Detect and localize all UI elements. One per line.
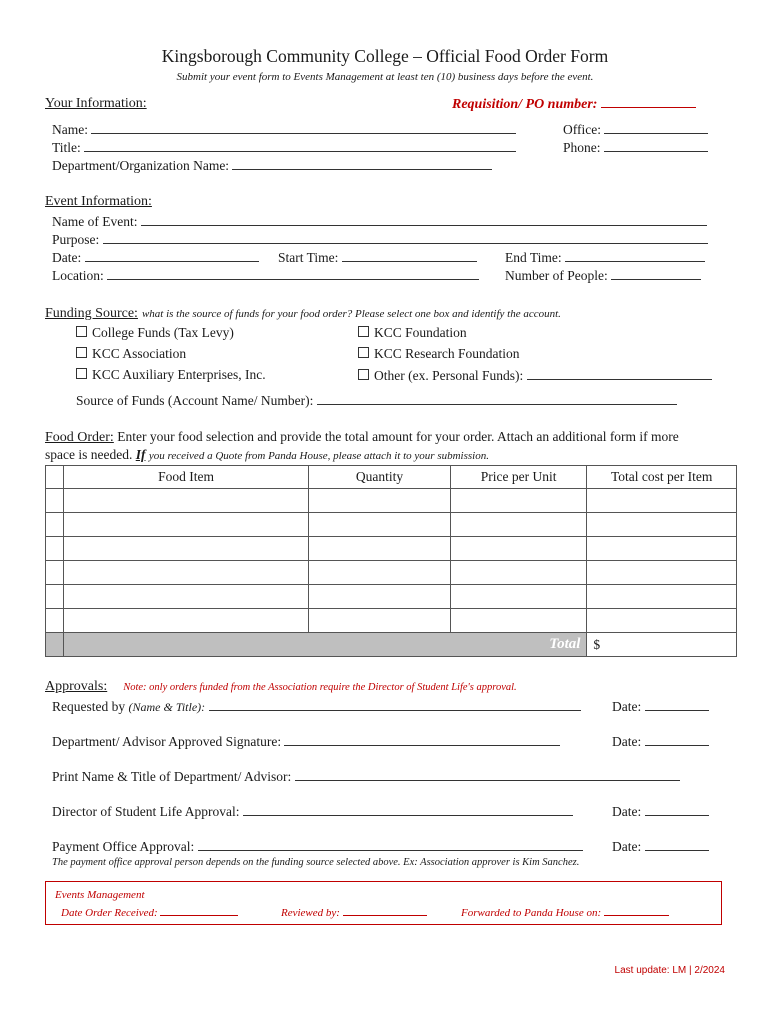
total-row-spacer: [46, 633, 64, 657]
reviewed-by-field[interactable]: [281, 905, 427, 919]
event-name-label: Name of Event:: [52, 214, 138, 229]
date-received-field[interactable]: [61, 905, 238, 919]
food-item-cell[interactable]: [63, 561, 308, 585]
price-cell[interactable]: [450, 489, 587, 513]
option-label: KCC Auxiliary Enterprises, Inc.: [92, 367, 266, 382]
purpose-line[interactable]: [103, 231, 708, 244]
page-title: Kingsborough Community College – Official Food Order Form: [161, 46, 609, 66]
director-label: Director of Student Life Approval:: [52, 804, 240, 819]
option-label: Other (ex. Personal Funds):: [374, 368, 524, 383]
quantity-cell[interactable]: [309, 489, 451, 513]
account-field[interactable]: [76, 392, 677, 409]
table-row[interactable]: [46, 609, 737, 633]
office-label: Office:: [563, 122, 601, 137]
price-cell[interactable]: [450, 561, 587, 585]
payment-approval-field[interactable]: [52, 838, 583, 855]
food-item-cell[interactable]: [63, 489, 308, 513]
requisition-label: Requisition/ PO number:: [452, 97, 598, 112]
people-line[interactable]: [611, 267, 701, 280]
price-cell[interactable]: [450, 513, 587, 537]
dept-signature-label: Department/ Advisor Approved Signature:: [52, 734, 282, 749]
quantity-cell[interactable]: [309, 609, 451, 633]
total-amount-cell[interactable]: [587, 633, 737, 657]
title-field[interactable]: [52, 139, 516, 156]
column-header: Price per Unit: [450, 466, 587, 489]
event-name-line[interactable]: [141, 213, 707, 226]
table-row[interactable]: [46, 561, 737, 585]
forwarded-label: Forwarded to Panda House on:: [461, 907, 602, 919]
date-received-label: Date Order Received:: [61, 907, 158, 919]
phone-label: Phone:: [563, 140, 601, 155]
option-label: KCC Research Foundation: [374, 346, 520, 361]
column-header: Quantity: [309, 466, 451, 489]
office-field[interactable]: [563, 121, 708, 138]
date-label: Date:: [612, 804, 642, 819]
panda-note: you received a Quote from Panda House, please attach it to your submission.: [148, 450, 489, 462]
date-line[interactable]: [645, 838, 709, 851]
date-line[interactable]: [85, 249, 259, 262]
funding-note: what is the source of funds for your food order? Please select one box and identify the account.: [141, 308, 561, 320]
print-name-field[interactable]: [52, 768, 680, 785]
food-order-heading: Food Order:: [45, 430, 114, 445]
food-item-cell[interactable]: [63, 609, 308, 633]
currency-symbol: $: [593, 636, 601, 652]
option-label: College Funds (Tax Levy): [92, 325, 234, 340]
print-name-line[interactable]: [295, 768, 680, 781]
payment-line[interactable]: [198, 838, 583, 851]
column-header: Food Item: [63, 466, 308, 489]
checkbox[interactable]: [358, 347, 369, 358]
checkbox[interactable]: [76, 347, 87, 358]
instruction-line-2: space is needed.: [45, 447, 133, 462]
food-order-instruction: Enter your food selection and provide the total amount for your order. Attach an additional form if more: [117, 429, 679, 444]
food-item-cell[interactable]: [63, 537, 308, 561]
name-line[interactable]: [91, 121, 516, 134]
phone-field[interactable]: [563, 139, 708, 156]
row-number-cell: [46, 513, 64, 537]
funding-option-research[interactable]: [358, 346, 519, 362]
funding-option-association[interactable]: [76, 346, 186, 362]
dept-label: Department/Organization Name:: [52, 158, 230, 173]
price-cell[interactable]: [450, 537, 587, 561]
table-row[interactable]: [46, 489, 737, 513]
event-info-heading: Event Information:: [45, 194, 152, 209]
funding-header: [45, 304, 561, 322]
location-field[interactable]: [52, 267, 479, 284]
date-field[interactable]: [52, 249, 259, 266]
end-time-line[interactable]: [565, 249, 705, 262]
food-item-cell[interactable]: [63, 585, 308, 609]
payment-note: The payment office approval person depends on the funding source selected above. Ex: Association approver is Kim Sanchez.: [52, 857, 580, 868]
funding-option-auxiliary[interactable]: [76, 367, 266, 383]
name-field[interactable]: [52, 121, 516, 138]
food-item-cell[interactable]: [63, 513, 308, 537]
events-management-heading: Events Management: [55, 889, 145, 901]
event-name-field[interactable]: [52, 213, 707, 230]
forwarded-line[interactable]: [604, 905, 669, 916]
purpose-field[interactable]: [52, 231, 708, 248]
approvals-heading: Approvals:: [45, 679, 108, 694]
people-label: Number of People:: [505, 268, 608, 283]
row-number-cell: [46, 537, 64, 561]
date-label: Date:: [612, 734, 642, 749]
row-number-cell: [46, 585, 64, 609]
date-line[interactable]: [645, 803, 709, 816]
row-number-cell: [46, 561, 64, 585]
table-header-row: [46, 466, 737, 489]
location-line[interactable]: [107, 267, 479, 280]
end-time-label: End Time:: [505, 250, 562, 265]
food-order-instructions: [45, 429, 679, 446]
date-label: Date:: [52, 250, 82, 265]
title-line[interactable]: [84, 139, 516, 152]
table-row[interactable]: [46, 585, 737, 609]
requested-line[interactable]: [209, 698, 581, 711]
dept-field[interactable]: [52, 157, 492, 174]
purpose-label: Purpose:: [52, 232, 100, 247]
phone-line[interactable]: [604, 139, 708, 152]
requisition-line[interactable]: [601, 95, 696, 108]
checkbox[interactable]: [358, 369, 369, 380]
total-cost-cell[interactable]: [587, 561, 737, 585]
dept-date-field[interactable]: [612, 733, 709, 750]
quantity-cell[interactable]: [309, 537, 451, 561]
director-date-field[interactable]: [612, 803, 709, 820]
option-label: KCC Foundation: [374, 325, 467, 340]
start-time-line[interactable]: [342, 249, 477, 262]
dept-line[interactable]: [232, 157, 492, 170]
reviewed-by-label: Reviewed by:: [281, 907, 340, 919]
funding-option-foundation[interactable]: [358, 325, 467, 341]
account-label: Source of Funds (Account Name/ Number):: [76, 393, 314, 408]
account-line[interactable]: [317, 392, 677, 405]
dept-signature-line[interactable]: [284, 733, 560, 746]
row-number-cell: [46, 489, 64, 513]
funding-option-other[interactable]: [358, 367, 712, 384]
start-time-field[interactable]: [278, 249, 477, 266]
checkbox[interactable]: [76, 368, 87, 379]
date-line[interactable]: [645, 698, 709, 711]
funding-heading: Funding Source:: [45, 306, 138, 321]
total-cost-cell[interactable]: [587, 585, 737, 609]
option-label: KCC Association: [92, 346, 187, 361]
people-field[interactable]: [505, 267, 701, 284]
payment-date-field[interactable]: [612, 838, 709, 855]
title-label: Title:: [52, 140, 81, 155]
end-time-field[interactable]: [505, 249, 705, 266]
date-label: Date:: [612, 699, 642, 714]
dept-signature-field[interactable]: [52, 733, 560, 750]
page-subtitle: Submit your event form to Events Management at least ten (10) business days before the event.: [176, 71, 594, 83]
checkbox[interactable]: [358, 326, 369, 337]
start-time-label: Start Time:: [278, 250, 339, 265]
table-row[interactable]: [46, 513, 737, 537]
director-approval-field[interactable]: [52, 803, 573, 820]
approvals-note: Note: only orders funded from the Association require the Director of Student Life's approval.: [123, 682, 517, 693]
price-cell[interactable]: [450, 585, 587, 609]
name-label: Name:: [52, 122, 88, 137]
office-line[interactable]: [604, 121, 708, 134]
print-name-label: Print Name & Title of Department/ Advisor:: [52, 769, 292, 784]
total-cost-cell[interactable]: [587, 537, 737, 561]
table-row[interactable]: [46, 537, 737, 561]
requested-by-field[interactable]: [52, 698, 581, 715]
total-cost-cell[interactable]: [587, 513, 737, 537]
payment-label: Payment Office Approval:: [52, 839, 195, 854]
quantity-cell[interactable]: [309, 513, 451, 537]
requested-date-field[interactable]: [612, 698, 709, 715]
last-update-footer: Last update: LM | 2/2024: [614, 965, 725, 976]
if-word: If: [135, 447, 146, 462]
food-order-instructions-2: [45, 447, 489, 463]
requested-hint: (Name & Title):: [128, 700, 206, 714]
total-cost-cell[interactable]: [587, 489, 737, 513]
funding-option-college[interactable]: [76, 325, 234, 341]
events-management-box: [45, 881, 722, 925]
date-line[interactable]: [645, 733, 709, 746]
price-cell[interactable]: [450, 609, 587, 633]
approvals-header: [45, 677, 517, 695]
quantity-cell[interactable]: [309, 585, 451, 609]
quantity-cell[interactable]: [309, 561, 451, 585]
date-received-line[interactable]: [160, 905, 238, 916]
forwarded-field[interactable]: [461, 905, 669, 919]
row-number-header: [46, 466, 64, 489]
column-header: Total cost per Item: [587, 466, 737, 489]
your-info-heading: Your Information:: [45, 96, 147, 111]
other-line[interactable]: [527, 367, 712, 380]
date-label: Date:: [612, 839, 642, 854]
food-order-table: [45, 465, 737, 657]
total-cost-cell[interactable]: [587, 609, 737, 633]
total-row: [46, 633, 737, 657]
checkbox[interactable]: [76, 326, 87, 337]
location-label: Location:: [52, 268, 104, 283]
row-number-cell: [46, 609, 64, 633]
director-line[interactable]: [243, 803, 573, 816]
requisition-field[interactable]: [452, 95, 696, 113]
requested-label: Requested by: [52, 699, 126, 714]
total-label: Total: [63, 633, 586, 657]
reviewed-by-line[interactable]: [343, 905, 427, 916]
